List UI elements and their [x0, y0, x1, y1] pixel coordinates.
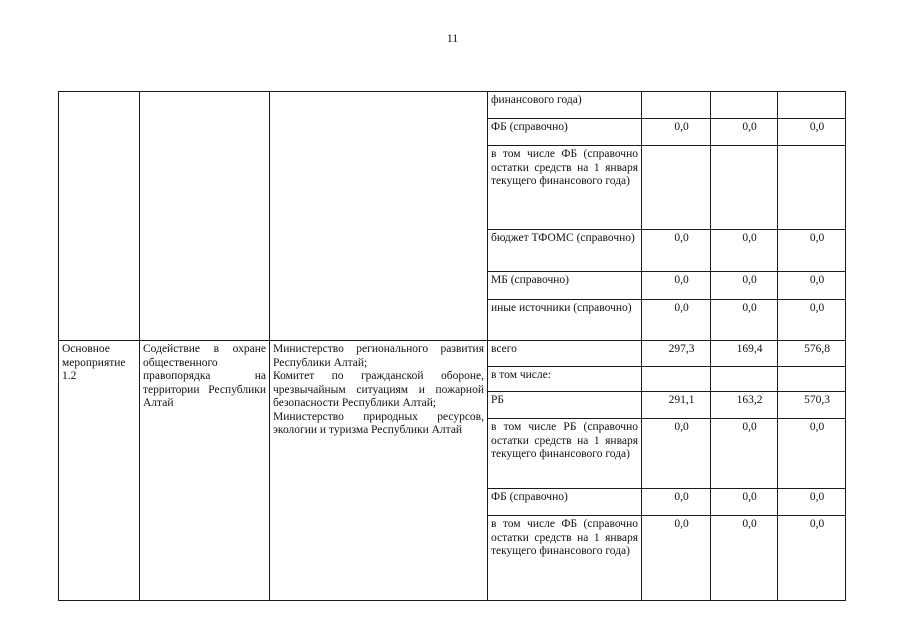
- source-label: РБ: [488, 392, 642, 419]
- source-label: бюджет ТФОМС (справочно): [488, 230, 642, 272]
- value-cell: [711, 92, 778, 119]
- value-cell: 291,1: [642, 392, 711, 419]
- value-cell: 0,0: [778, 230, 846, 272]
- value-cell: [778, 92, 846, 119]
- value-cell: 0,0: [642, 489, 711, 516]
- measure-executors: [270, 341, 488, 601]
- value-cell: 0,0: [642, 119, 711, 146]
- value-cell: [711, 146, 778, 230]
- source-label: в том числе ФБ (справочно остатки средств на 1 января текущего финансового года): [488, 516, 642, 601]
- financing-table: [58, 91, 846, 601]
- value-cell: 0,0: [711, 272, 778, 300]
- value-cell: 0,0: [711, 419, 778, 489]
- source-label: финансового года): [488, 92, 642, 119]
- value-cell: [642, 367, 711, 392]
- value-cell: [778, 367, 846, 392]
- value-cell: 0,0: [642, 419, 711, 489]
- value-cell: 0,0: [711, 300, 778, 341]
- measure-name: Содействие в охране общественного правопорядка на территории Республики Алтай: [140, 341, 270, 601]
- empty-executor-cell: [270, 92, 488, 341]
- source-label: иные источники (справочно): [488, 300, 642, 341]
- value-cell: 0,0: [642, 300, 711, 341]
- value-cell: [711, 367, 778, 392]
- value-cell: 297,3: [642, 341, 711, 367]
- value-cell: 169,4: [711, 341, 778, 367]
- executor-line: Министерство регионального развития Республики Алтай;: [273, 343, 484, 369]
- source-label: в том числе РБ (справочно остатки средств на 1 января текущего финансового года): [488, 419, 642, 489]
- executor-line: Министерство природных ресурсов, экологии и туризма Республики Алтай: [273, 410, 484, 436]
- value-cell: 0,0: [778, 119, 846, 146]
- value-cell: 0,0: [711, 119, 778, 146]
- source-label: ФБ (справочно): [488, 489, 642, 516]
- value-cell: 0,0: [778, 419, 846, 489]
- value-cell: 570,3: [778, 392, 846, 419]
- value-cell: 0,0: [711, 516, 778, 601]
- value-cell: 0,0: [711, 489, 778, 516]
- value-cell: 0,0: [711, 230, 778, 272]
- value-cell: 0,0: [778, 489, 846, 516]
- value-cell: 0,0: [778, 272, 846, 300]
- source-label: в том числе ФБ (справочно остатки средств на 1 января текущего финансового года): [488, 146, 642, 230]
- empty-code-cell: [59, 92, 140, 341]
- source-label: ФБ (справочно): [488, 119, 642, 146]
- empty-name-cell: [140, 92, 270, 341]
- source-label: в том числе:: [488, 367, 642, 392]
- value-cell: 576,8: [778, 341, 846, 367]
- source-label: МБ (справочно): [488, 272, 642, 300]
- value-cell: 0,0: [778, 300, 846, 341]
- value-cell: [642, 146, 711, 230]
- table-row: [59, 341, 846, 367]
- value-cell: 0,0: [642, 272, 711, 300]
- page-number: 11: [446, 31, 459, 45]
- table-row: [59, 92, 846, 119]
- value-cell: 0,0: [642, 230, 711, 272]
- source-label: всего: [488, 341, 642, 367]
- value-cell: 0,0: [642, 516, 711, 601]
- measure-code: Основное мероприятие 1.2: [59, 341, 140, 601]
- value-cell: 163,2: [711, 392, 778, 419]
- value-cell: [642, 92, 711, 119]
- value-cell: [778, 146, 846, 230]
- value-cell: 0,0: [778, 516, 846, 601]
- executor-line: Комитет по гражданской обороне, чрезвычайным ситуациям и пожарной безопасности Республики Алтай;: [273, 370, 484, 409]
